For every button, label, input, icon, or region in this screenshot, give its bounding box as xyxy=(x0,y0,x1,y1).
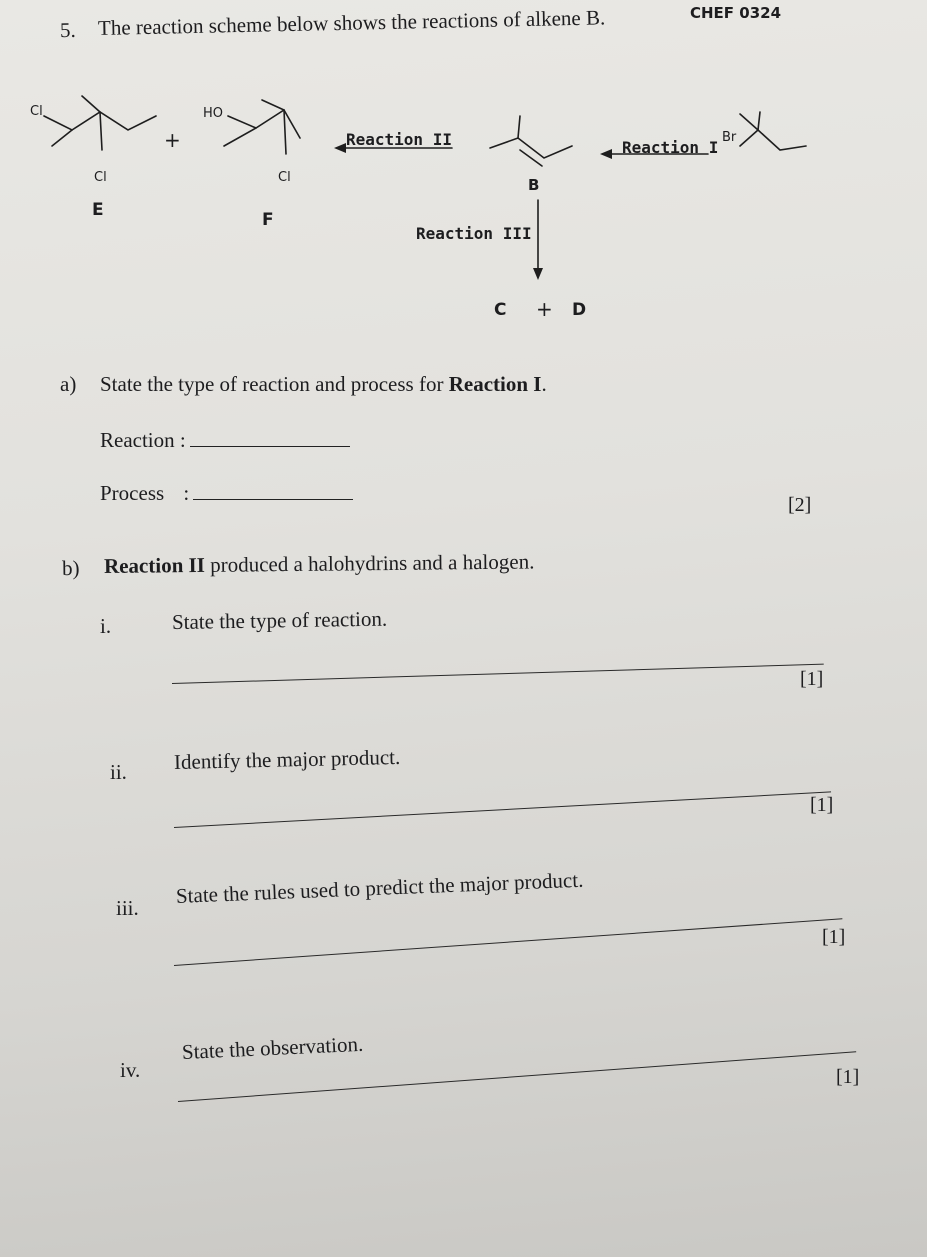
reaction-answer-blank[interactable] xyxy=(190,428,350,447)
item-i-question: State the type of reaction. xyxy=(171,606,388,634)
bromoalkane-skeleton xyxy=(740,130,806,150)
compound-e-label: E xyxy=(92,200,104,220)
process-answer-colon: : xyxy=(183,481,190,505)
item-iii-question: State the rules used to predict the major product. xyxy=(175,867,584,908)
question-intro: The reaction scheme below shows the reactions of alkene B. xyxy=(97,5,606,40)
part-b-text: produced a halohydrins and a halogen. xyxy=(204,549,535,577)
item-ii-answer-line[interactable] xyxy=(174,791,834,828)
item-ii-question: Identify the major product. xyxy=(173,744,401,774)
part-a-label: a) xyxy=(60,372,77,396)
reaction-ii-label: Reaction II xyxy=(346,130,452,149)
compound-c-label: C xyxy=(494,300,507,320)
hydroxyl-label-f: HO xyxy=(203,106,224,121)
item-ii-marks: [1] xyxy=(810,794,834,816)
item-i-answer-line[interactable] xyxy=(172,664,824,684)
item-i-marks: [1] xyxy=(800,668,824,690)
chlorine-label-f: Cl xyxy=(278,170,291,185)
reaction-iii-arrowhead xyxy=(533,268,543,280)
reaction-ii-arrowhead xyxy=(334,143,346,153)
item-iii-answer-line[interactable] xyxy=(174,918,842,966)
item-i-number: i. xyxy=(100,614,112,638)
bromine-label: Br xyxy=(722,130,737,145)
process-answer-row xyxy=(100,481,353,506)
part-b-reaction-name: Reaction II xyxy=(103,552,206,578)
item-iii-number: iii. xyxy=(116,896,139,920)
part-a-text-end: . xyxy=(541,372,547,396)
reaction-iii-label: Reaction III xyxy=(416,224,532,243)
compound-b-label: B xyxy=(528,176,540,194)
part-a-reaction-name: Reaction I xyxy=(448,372,542,396)
reaction-i-label: Reaction I xyxy=(622,138,719,157)
chlorine-label-e-top: Cl xyxy=(30,104,43,119)
course-code: CHEF 0324 xyxy=(690,4,782,22)
item-iv-question: State the observation. xyxy=(181,1031,364,1064)
question-number: 5. xyxy=(59,17,76,43)
compound-f-skeleton xyxy=(228,110,300,138)
item-iv-number: iv. xyxy=(120,1058,141,1082)
chlorine-label-e-bottom: Cl xyxy=(94,170,107,185)
item-iii-marks: [1] xyxy=(822,926,846,948)
reaction-scheme-drawing xyxy=(0,0,927,340)
compound-d-label: D xyxy=(572,300,587,320)
part-b-question xyxy=(104,549,535,579)
compound-b-skeleton xyxy=(490,138,572,158)
process-answer-label: Process xyxy=(100,481,165,505)
plus-sign-bottom: + xyxy=(536,297,553,321)
reaction-answer-label: Reaction : xyxy=(100,428,186,452)
process-answer-blank[interactable] xyxy=(193,481,353,500)
part-a-text: State the type of reaction and process for xyxy=(100,372,449,396)
plus-sign-left: + xyxy=(164,128,181,152)
part-b-label: b) xyxy=(61,555,80,581)
reaction-i-arrowhead xyxy=(600,149,612,159)
part-a-question xyxy=(100,372,547,397)
item-iv-marks: [1] xyxy=(836,1066,860,1088)
reaction-answer-row xyxy=(100,428,350,453)
item-ii-number: ii. xyxy=(110,760,127,784)
compound-f-label: F xyxy=(262,210,274,230)
part-a-marks: [2] xyxy=(788,494,812,516)
